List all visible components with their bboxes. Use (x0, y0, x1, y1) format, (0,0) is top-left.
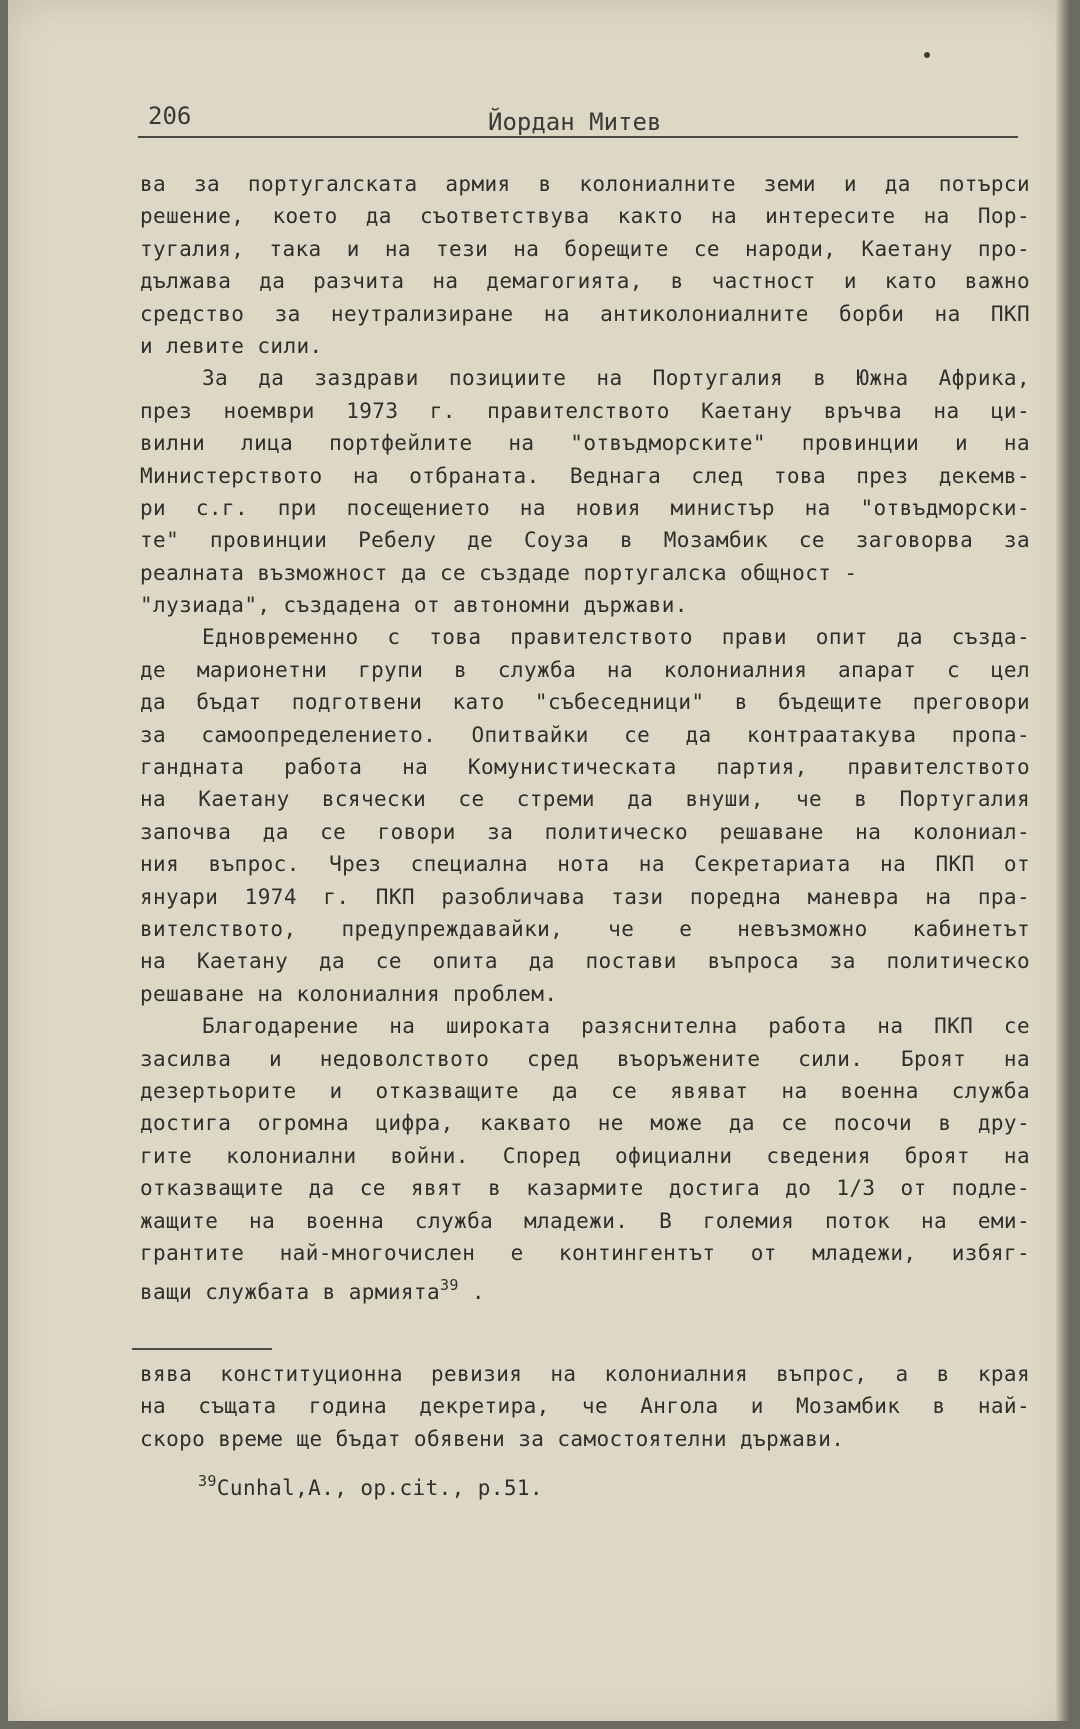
text-line: и левите сили. (140, 333, 323, 358)
text-line: решение, което да съответствува както на интересите на Пор- (140, 204, 1030, 229)
text-line: вителството, предупреждавайки, че е невъзможно кабинетът (140, 916, 1030, 941)
text-line: тугалия, така и на тези на борещите се народи, Каетану про- (140, 236, 1030, 261)
footnote-line: на същата година декретира, че Ангола и Мозамбик в най- (140, 1394, 1030, 1419)
text-line: решаване на колониалния проблем. (140, 981, 558, 1006)
text-line: реалната възможност да се създаде португалска общност - (140, 560, 858, 585)
text-line: ния въпрос. Чрез специална нота на Секретариата на ПКП от (140, 852, 1030, 877)
text-line: ри с.г. при посещението на новия министър на "отвъдморски- (140, 495, 1030, 520)
text-line: жащите на военна служба младежи. В големия поток на еми- (140, 1208, 1030, 1233)
text-line-final (140, 1269, 1030, 1305)
footnote-reference: 39 (440, 1276, 459, 1295)
text-line: За да заздрави позициите на Португалия в Южна Африка, (202, 366, 1030, 391)
text-fragment: ващи службата в армията (140, 1280, 440, 1305)
text-line: де марионетни групи в служба на колониалния апарат с цел (140, 657, 1030, 682)
text-fragment: . (458, 1280, 485, 1305)
page-header (138, 102, 1018, 138)
text-line: януари 1974 г. ПКП разобличава тази поредна маневра на пра- (140, 884, 1030, 909)
page-edge-shadow (1056, 0, 1070, 1729)
footnote-line: вява конституционна ревизия на колониалния въпрос, а в края (140, 1362, 1030, 1386)
page-number: 206 (148, 102, 192, 130)
text-line: на Каетану всячески се стреми да внуши, че в Португалия (140, 787, 1030, 812)
text-line: грантите най-многочислен е контингентът от младежи, избяг- (140, 1240, 1030, 1265)
running-title: Йордан Митев (488, 108, 662, 136)
text-line: Благодарение на широката разяснителна работа на ПКП се (202, 1014, 1030, 1039)
text-line: достига огромна цифра, каквато не може да се посочи в дру- (140, 1111, 1030, 1136)
text-line: "лузиада", създадена от автономни държави. (140, 593, 688, 618)
footnote-citation (140, 1465, 1030, 1504)
text-line: средство за неутрализиране на антиколониалните борби на ПКП (140, 301, 1030, 326)
scan-border (0, 1721, 1080, 1729)
text-line: Едновременно с това правителството прави опит да създа- (202, 625, 1030, 650)
text-line: гите колониални войни. Според официални сведения броят на (140, 1143, 1030, 1168)
body-text (140, 168, 1030, 1305)
text-line: започва да се говори за политическо решаване на колониал- (140, 819, 1030, 844)
text-line: дезертьорите и отказващите да се явяват на военна служба (140, 1078, 1030, 1103)
text-line: ва за португалската армия в колониалните земи и да потърси (140, 172, 1030, 196)
ink-speck (924, 52, 930, 58)
footnote-divider (132, 1348, 272, 1350)
text-line: Министерството на отбраната. Веднага след това през декемв- (140, 463, 1030, 488)
text-line: на Каетану да се опита да постави въпроса за политическо (140, 949, 1030, 974)
footnote-number: 39 (198, 1472, 217, 1491)
text-line: засилва и недоволството сред въоръжените сили. Броят на (140, 1046, 1030, 1071)
footnotes (140, 1358, 1030, 1505)
text-line: те" провинции Ребелу де Соуза в Мозамбик се заговорва за (140, 528, 1030, 553)
document-page (8, 0, 1070, 1729)
citation-text: Cunhal,А., op.cit., p.51. (216, 1476, 543, 1501)
footnote-line: скоро време ще бъдат обявени за самостоятелни държави. (140, 1426, 845, 1451)
text-line: да бъдат подготвени като "събеседници" в бъдещите преговори (140, 690, 1030, 715)
text-line: вилни лица портфейлите на "отвъдморските" провинции и на (140, 431, 1030, 456)
text-line: отказващите да се явят в казармите достига до 1/3 от подле- (140, 1176, 1030, 1201)
text-line: за самоопределението. Опитвайки се да контраатакува пропа- (140, 722, 1030, 747)
text-line: гандната работа на Комунистическата партия, правителството (140, 755, 1030, 780)
text-line: през ноември 1973 г. правителството Каетану връчва на ци- (140, 398, 1030, 423)
text-line: дължава да разчита на демагогията, в частност и като важно (140, 269, 1030, 294)
